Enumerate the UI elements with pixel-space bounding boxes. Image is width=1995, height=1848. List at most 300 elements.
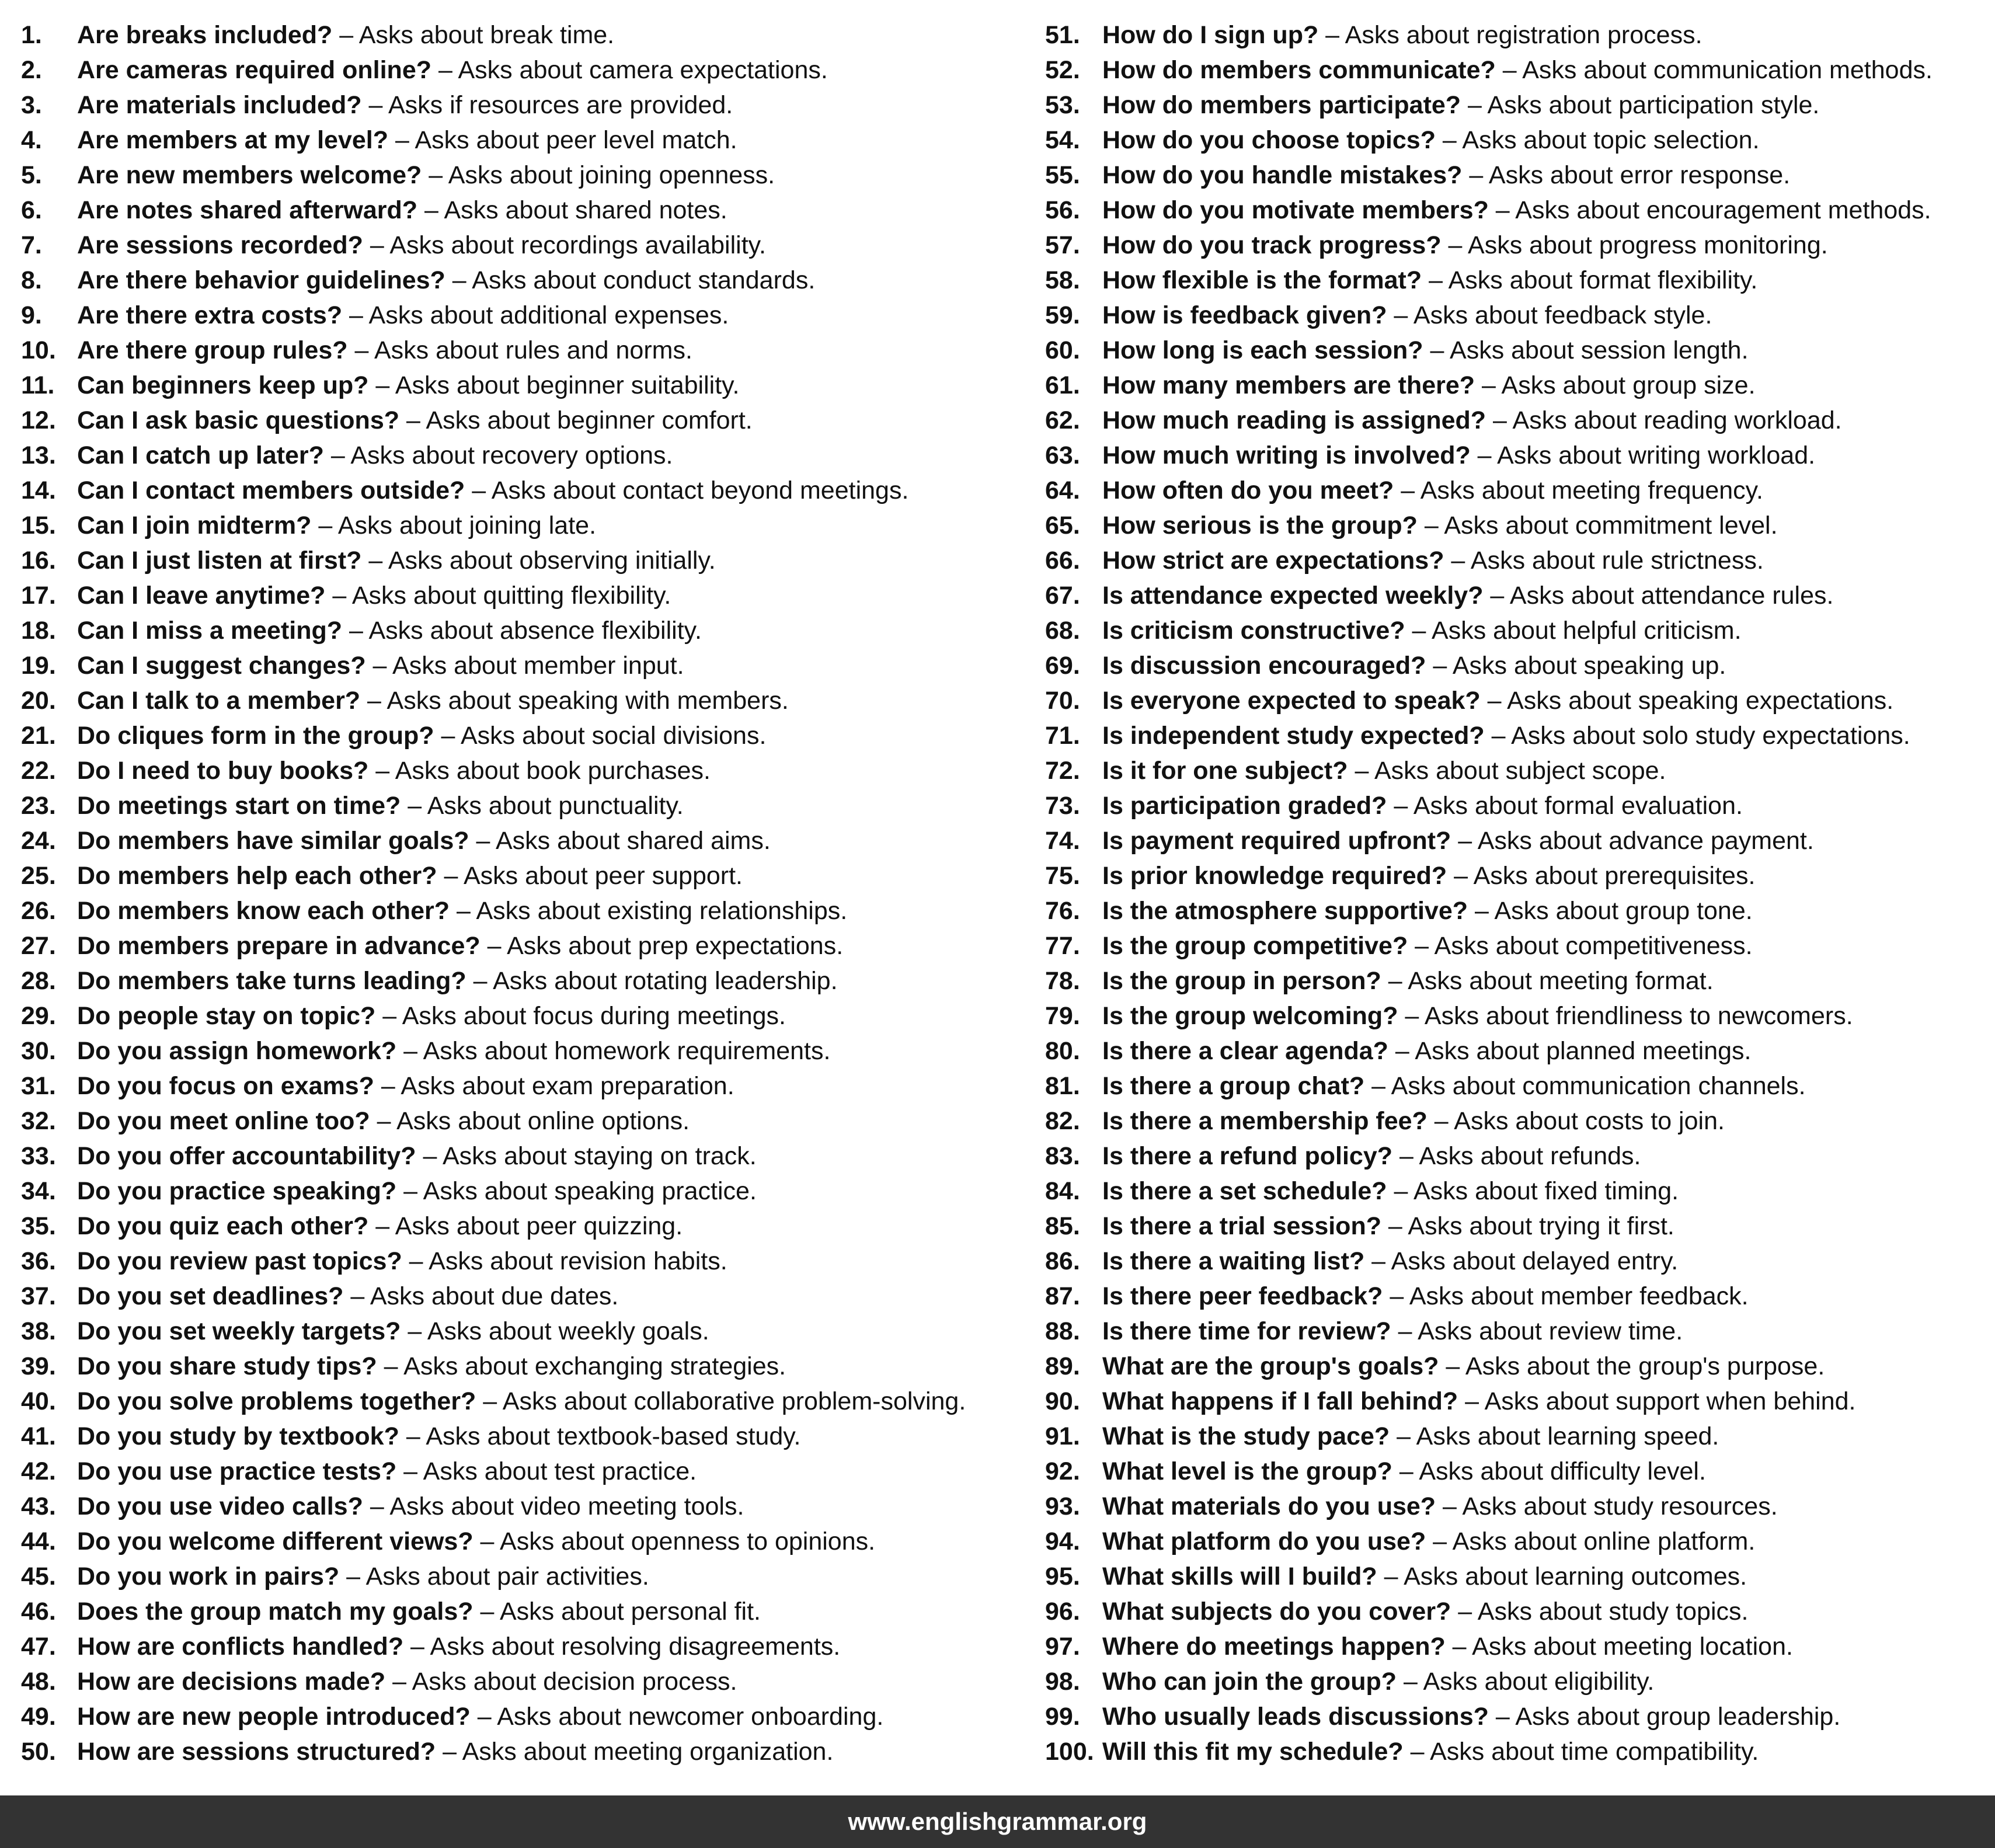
question-text: How much reading is assigned?: [1102, 406, 1486, 434]
question-text: Is discussion encouraged?: [1102, 652, 1426, 680]
dash-separator: –: [1392, 1142, 1419, 1170]
question-text: What level is the group?: [1102, 1457, 1392, 1485]
list-item: [1045, 1454, 1979, 1489]
question-description: Asks about communication channels.: [1391, 1072, 1806, 1100]
item-text: [1102, 508, 1778, 543]
item-text: [1102, 1349, 1825, 1384]
dash-separator: –: [363, 1492, 390, 1520]
question-text: Where do meetings happen?: [1102, 1633, 1446, 1661]
item-number: 46.: [21, 1598, 56, 1626]
item-number: 39.: [21, 1352, 56, 1380]
question-description: Asks about peer support.: [463, 862, 743, 890]
question-description: Asks about peer quizzing.: [395, 1212, 683, 1240]
item-text: [1102, 438, 1815, 473]
question-description: Asks about camera expectations.: [458, 56, 828, 84]
question-description: Asks about online platform.: [1452, 1527, 1756, 1555]
list-item: [1045, 508, 1979, 543]
dash-separator: –: [473, 1527, 500, 1555]
item-text: [77, 1559, 649, 1594]
dash-separator: –: [1394, 476, 1420, 504]
dash-separator: –: [1403, 1738, 1430, 1766]
question-description: Asks about punctuality.: [427, 792, 684, 820]
list-item: [21, 508, 1037, 543]
dash-separator: –: [396, 1177, 423, 1205]
question-description: Asks about exam preparation.: [401, 1072, 734, 1100]
item-number: 44.: [21, 1527, 56, 1555]
item-text: [1102, 1209, 1674, 1244]
question-description: Asks about commitment level.: [1444, 511, 1778, 540]
list-item: [1045, 718, 1979, 753]
list-item: [1045, 1279, 1979, 1314]
question-description: Asks about meeting frequency.: [1420, 476, 1763, 504]
question-text: Are new members welcome?: [77, 161, 422, 189]
item-number: 15.: [21, 511, 56, 540]
list-item: [1045, 1524, 1979, 1559]
item-number: 30.: [21, 1037, 56, 1065]
question-description: Asks about eligibility.: [1423, 1668, 1655, 1696]
item-number: 78.: [1045, 967, 1080, 995]
item-number: 73.: [1045, 792, 1080, 820]
question-text: Is everyone expected to speak?: [1102, 687, 1481, 715]
question-text: Do you solve problems together?: [77, 1387, 476, 1415]
item-text: [1102, 228, 1828, 263]
list-item: [1045, 1699, 1979, 1734]
question-text: How is feedback given?: [1102, 301, 1387, 329]
dash-separator: –: [360, 687, 387, 715]
question-description: Asks about pair activities.: [365, 1562, 649, 1591]
item-text: [1102, 1629, 1793, 1664]
dash-separator: –: [1388, 1037, 1415, 1065]
question-description: Asks about recordings availability.: [389, 231, 766, 259]
dash-separator: –: [365, 652, 393, 680]
list-item: [21, 963, 1037, 998]
question-text: Are notes shared afterward?: [77, 196, 418, 224]
dash-separator: –: [473, 1598, 500, 1626]
footer-url[interactable]: www.englishgrammar.org: [848, 1808, 1147, 1835]
question-text: How do you motivate members?: [1102, 196, 1489, 224]
item-number: 25.: [21, 862, 56, 890]
list-item: [1045, 228, 1979, 263]
question-text: Are there group rules?: [77, 336, 348, 364]
item-text: [77, 893, 847, 928]
question-description: Asks about meeting format.: [1408, 967, 1714, 995]
item-text: [77, 1033, 830, 1069]
item-number: 13.: [21, 441, 56, 469]
question-text: Is the group welcoming?: [1102, 1002, 1398, 1030]
item-text: [77, 298, 729, 333]
list-item: [21, 1384, 1037, 1419]
list-item: [1045, 298, 1979, 333]
item-text: [1102, 718, 1910, 753]
list-item: [1045, 823, 1979, 858]
item-number: 8.: [21, 266, 42, 294]
question-description: Asks about trying it first.: [1408, 1212, 1674, 1240]
item-number: 66.: [1045, 547, 1080, 575]
question-description: Asks about difficulty level.: [1419, 1457, 1706, 1485]
question-text: Can I join midterm?: [77, 511, 312, 540]
item-number: 72.: [1045, 757, 1080, 785]
question-text: What platform do you use?: [1102, 1527, 1426, 1555]
dash-separator: –: [1441, 231, 1468, 259]
item-number: 1.: [21, 21, 42, 49]
dash-separator: –: [1451, 1598, 1478, 1626]
question-description: Asks about learning speed.: [1416, 1422, 1719, 1450]
list-item: [1045, 53, 1979, 88]
item-number: 32.: [21, 1107, 56, 1135]
item-number: 48.: [21, 1668, 56, 1696]
item-number: 21.: [21, 722, 56, 750]
item-number: 87.: [1045, 1282, 1080, 1310]
list-item: [21, 1349, 1037, 1384]
list-item: [21, 998, 1037, 1033]
footer-bar: [0, 1795, 1995, 1848]
item-number: 26.: [21, 897, 56, 925]
list-item: [21, 648, 1037, 683]
dash-separator: –: [1436, 1492, 1463, 1520]
question-text: Are materials included?: [77, 91, 362, 119]
list-item: [1045, 18, 1979, 53]
dash-separator: –: [396, 1457, 423, 1485]
item-text: [77, 1104, 690, 1139]
item-number: 29.: [21, 1002, 56, 1030]
item-number: 40.: [21, 1387, 56, 1415]
list-item: [21, 1314, 1037, 1349]
dash-separator: –: [1483, 582, 1510, 610]
list-item: [21, 1489, 1037, 1524]
question-description: Asks about meeting location.: [1472, 1633, 1793, 1661]
question-text: How do members participate?: [1102, 91, 1461, 119]
list-item: [1045, 893, 1979, 928]
question-text: Can I contact members outside?: [77, 476, 465, 504]
question-text: How long is each session?: [1102, 336, 1423, 364]
item-text: [1102, 578, 1833, 613]
question-text: How serious is the group?: [1102, 511, 1418, 540]
item-text: [1102, 1734, 1759, 1769]
item-text: [77, 1244, 727, 1279]
question-description: Asks about rules and norms.: [374, 336, 692, 364]
question-text: Is there a clear agenda?: [1102, 1037, 1388, 1065]
dash-separator: –: [1377, 1562, 1404, 1591]
dash-separator: –: [1480, 687, 1507, 715]
item-text: [77, 473, 908, 508]
question-description: Asks about weekly goals.: [427, 1317, 709, 1345]
question-description: Asks about contact beyond meetings.: [491, 476, 909, 504]
dash-separator: –: [375, 1002, 402, 1030]
item-number: 24.: [21, 827, 56, 855]
question-description: Asks about formal evaluation.: [1413, 792, 1743, 820]
question-text: Do you review past topics?: [77, 1247, 402, 1275]
list-item: [21, 1033, 1037, 1069]
question-text: Do you set deadlines?: [77, 1282, 344, 1310]
question-text: What skills will I build?: [1102, 1562, 1377, 1591]
dash-separator: –: [445, 266, 472, 294]
question-description: Asks about rotating leadership.: [493, 967, 838, 995]
dash-separator: –: [1383, 1282, 1409, 1310]
dash-separator: –: [1495, 56, 1523, 84]
item-number: 43.: [21, 1492, 56, 1520]
item-number: 14.: [21, 476, 56, 504]
question-description: Asks about joining openness.: [448, 161, 775, 189]
item-number: 65.: [1045, 511, 1080, 540]
dash-separator: –: [323, 441, 351, 469]
question-description: Asks about online options.: [396, 1107, 690, 1135]
list-item: [1045, 858, 1979, 893]
dash-separator: –: [396, 1037, 423, 1065]
item-text: [77, 1384, 966, 1419]
question-description: Asks about observing initially.: [388, 547, 716, 575]
question-description: Asks about writing workload.: [1497, 441, 1816, 469]
dash-separator: –: [1417, 511, 1444, 540]
list-item: [1045, 613, 1979, 648]
dash-separator: –: [1426, 652, 1453, 680]
dash-separator: –: [1408, 932, 1435, 960]
list-item: [1045, 473, 1979, 508]
list-item: [21, 1559, 1037, 1594]
question-description: Asks about support when behind.: [1484, 1387, 1856, 1415]
dash-separator: –: [476, 1387, 503, 1415]
list-item: [21, 753, 1037, 788]
question-text: How many members are there?: [1102, 371, 1475, 399]
question-description: Asks about the group's purpose.: [1465, 1352, 1825, 1380]
item-number: 34.: [21, 1177, 56, 1205]
item-number: 12.: [21, 406, 56, 434]
item-number: 64.: [1045, 476, 1080, 504]
question-description: Asks about shared aims.: [495, 827, 771, 855]
dash-separator: –: [1427, 1107, 1454, 1135]
list-item: [1045, 1139, 1979, 1174]
question-text: How do you track progress?: [1102, 231, 1442, 259]
question-description: Asks about costs to join.: [1454, 1107, 1725, 1135]
item-number: 61.: [1045, 371, 1080, 399]
dash-separator: –: [1462, 161, 1489, 189]
question-description: Asks about time compatibility.: [1430, 1738, 1759, 1766]
item-text: [1102, 193, 1931, 228]
list-item: [1045, 1104, 1979, 1139]
question-text: How flexible is the format?: [1102, 266, 1422, 294]
item-number: 10.: [21, 336, 56, 364]
list-item: [21, 1699, 1037, 1734]
question-text: Do you quiz each other?: [77, 1212, 369, 1240]
question-text: How are decisions made?: [77, 1668, 386, 1696]
dash-separator: –: [1451, 827, 1478, 855]
item-number: 63.: [1045, 441, 1080, 469]
question-text: Is it for one subject?: [1102, 757, 1348, 785]
dash-separator: –: [1435, 126, 1463, 154]
dash-separator: –: [1475, 371, 1502, 399]
item-text: [77, 403, 753, 438]
item-number: 99.: [1045, 1703, 1080, 1731]
item-number: 56.: [1045, 196, 1080, 224]
question-description: Asks about beginner comfort.: [426, 406, 753, 434]
question-text: Can I ask basic questions?: [77, 406, 400, 434]
question-text: Do you study by textbook?: [77, 1422, 399, 1450]
item-text: [1102, 158, 1790, 193]
list-item: [1045, 193, 1979, 228]
question-description: Asks about joining late.: [337, 511, 597, 540]
item-number: 71.: [1045, 722, 1080, 750]
question-text: Is attendance expected weekly?: [1102, 582, 1484, 610]
item-text: [77, 1489, 744, 1524]
dash-separator: –: [343, 1282, 370, 1310]
item-number: 89.: [1045, 1352, 1080, 1380]
item-text: [1102, 753, 1666, 788]
list-item: [21, 788, 1037, 823]
item-text: [1102, 1139, 1641, 1174]
item-number: 51.: [1045, 21, 1080, 49]
item-text: [1102, 1699, 1840, 1734]
item-text: [77, 613, 702, 648]
item-text: [77, 88, 733, 123]
dash-separator: –: [1387, 792, 1413, 820]
question-text: Do you offer accountability?: [77, 1142, 416, 1170]
dash-separator: –: [368, 1212, 395, 1240]
question-text: Can I leave anytime?: [77, 582, 326, 610]
item-number: 47.: [21, 1633, 56, 1661]
question-description: Asks about focus during meetings.: [402, 1002, 786, 1030]
dash-separator: –: [402, 1247, 429, 1275]
question-text: Is there a set schedule?: [1102, 1177, 1387, 1205]
question-text: Do you work in pairs?: [77, 1562, 340, 1591]
question-text: How do you choose topics?: [1102, 126, 1436, 154]
item-number: 49.: [21, 1703, 56, 1731]
item-number: 74.: [1045, 827, 1080, 855]
question-description: Asks about recovery options.: [350, 441, 673, 469]
question-description: Asks about study resources.: [1462, 1492, 1778, 1520]
dash-separator: –: [1458, 1387, 1485, 1415]
list-item: [1045, 788, 1979, 823]
question-description: Asks about communication methods.: [1522, 56, 1933, 84]
dash-separator: –: [1387, 301, 1413, 329]
item-text: [1102, 403, 1842, 438]
item-number: 37.: [21, 1282, 56, 1310]
question-description: Asks about refunds.: [1419, 1142, 1641, 1170]
item-text: [77, 1419, 801, 1454]
list-item: [1045, 263, 1979, 298]
item-text: [77, 1699, 883, 1734]
dash-separator: –: [377, 1352, 404, 1380]
item-number: 6.: [21, 196, 42, 224]
item-text: [1102, 683, 1893, 718]
question-description: Asks about meeting organization.: [462, 1738, 834, 1766]
dash-separator: –: [450, 897, 476, 925]
item-text: [1102, 123, 1760, 158]
question-text: Do members take turns leading?: [77, 967, 466, 995]
list-item: [1045, 648, 1979, 683]
question-description: Asks about error response.: [1488, 161, 1791, 189]
dash-separator: –: [1488, 1703, 1516, 1731]
list-item: [21, 1419, 1037, 1454]
question-description: Asks about peer level match.: [415, 126, 737, 154]
item-text: [1102, 1664, 1654, 1699]
list-item: [21, 543, 1037, 578]
question-description: Asks about homework requirements.: [423, 1037, 831, 1065]
question-text: Do members prepare in advance?: [77, 932, 481, 960]
question-text: How are conflicts handled?: [77, 1633, 404, 1661]
question-text: Is the group competitive?: [1102, 932, 1408, 960]
question-text: Who can join the group?: [1102, 1668, 1397, 1696]
list-item: [1045, 1314, 1979, 1349]
item-text: [1102, 263, 1757, 298]
item-text: [77, 1314, 709, 1349]
item-number: 62.: [1045, 406, 1080, 434]
item-number: 27.: [21, 932, 56, 960]
dash-separator: –: [1426, 1527, 1453, 1555]
question-description: Asks about reading workload.: [1512, 406, 1842, 434]
question-text: Does the group match my goals?: [77, 1598, 473, 1626]
question-text: Is there a waiting list?: [1102, 1247, 1365, 1275]
question-text: Do members have similar goals?: [77, 827, 469, 855]
question-text: Do you set weekly targets?: [77, 1317, 401, 1345]
dash-separator: –: [1392, 1457, 1419, 1485]
dash-separator: –: [342, 301, 369, 329]
question-text: Is independent study expected?: [1102, 722, 1485, 750]
item-number: 20.: [21, 687, 56, 715]
question-text: Is there a trial session?: [1102, 1212, 1381, 1240]
dash-separator: –: [431, 56, 458, 84]
list-item: [1045, 1033, 1979, 1069]
question-description: Asks about prep expectations.: [507, 932, 844, 960]
dash-separator: –: [339, 1562, 366, 1591]
item-number: 70.: [1045, 687, 1080, 715]
list-item: [21, 613, 1037, 648]
question-text: How are sessions structured?: [77, 1738, 436, 1766]
item-number: 90.: [1045, 1387, 1080, 1415]
question-description: Asks about quitting flexibility.: [351, 582, 671, 610]
dash-separator: –: [1391, 1317, 1418, 1345]
item-text: [1102, 928, 1753, 963]
question-description: Asks about test practice.: [423, 1457, 697, 1485]
item-text: [77, 123, 737, 158]
question-description: Asks about video meeting tools.: [389, 1492, 744, 1520]
list-item: [21, 893, 1037, 928]
question-text: Are there behavior guidelines?: [77, 266, 445, 294]
dash-separator: –: [465, 476, 492, 504]
item-text: [77, 998, 786, 1033]
item-number: 4.: [21, 126, 42, 154]
item-number: 19.: [21, 652, 56, 680]
question-text: Is there time for review?: [1102, 1317, 1391, 1345]
item-number: 76.: [1045, 897, 1080, 925]
list-item: [21, 1664, 1037, 1699]
list-item: [21, 1524, 1037, 1559]
item-text: [1102, 368, 1756, 403]
item-number: 54.: [1045, 126, 1080, 154]
question-description: Asks about absence flexibility.: [368, 617, 702, 645]
question-text: How much writing is involved?: [1102, 441, 1471, 469]
question-description: Asks about additional expenses.: [368, 301, 729, 329]
question-text: Can I catch up later?: [77, 441, 324, 469]
question-text: What is the study pace?: [1102, 1422, 1390, 1450]
dash-separator: –: [1445, 1633, 1472, 1661]
dash-separator: –: [325, 582, 352, 610]
question-description: Asks about progress monitoring.: [1468, 231, 1828, 259]
dash-separator: –: [401, 792, 427, 820]
list-item: [1045, 1419, 1979, 1454]
question-description: Asks about personal fit.: [500, 1598, 761, 1626]
item-number: 91.: [1045, 1422, 1080, 1450]
item-number: 45.: [21, 1562, 56, 1591]
question-description: Asks about subject scope.: [1374, 757, 1666, 785]
question-description: Asks about group tone.: [1494, 897, 1753, 925]
item-text: [1102, 613, 1742, 648]
list-item: [21, 1139, 1037, 1174]
dash-separator: –: [370, 1107, 397, 1135]
question-description: Asks about collaborative problem-solving.: [502, 1387, 966, 1415]
question-description: Asks if resources are provided.: [388, 91, 733, 119]
question-text: Can beginners keep up?: [77, 371, 369, 399]
dash-separator: –: [385, 1668, 412, 1696]
item-text: [1102, 858, 1755, 893]
